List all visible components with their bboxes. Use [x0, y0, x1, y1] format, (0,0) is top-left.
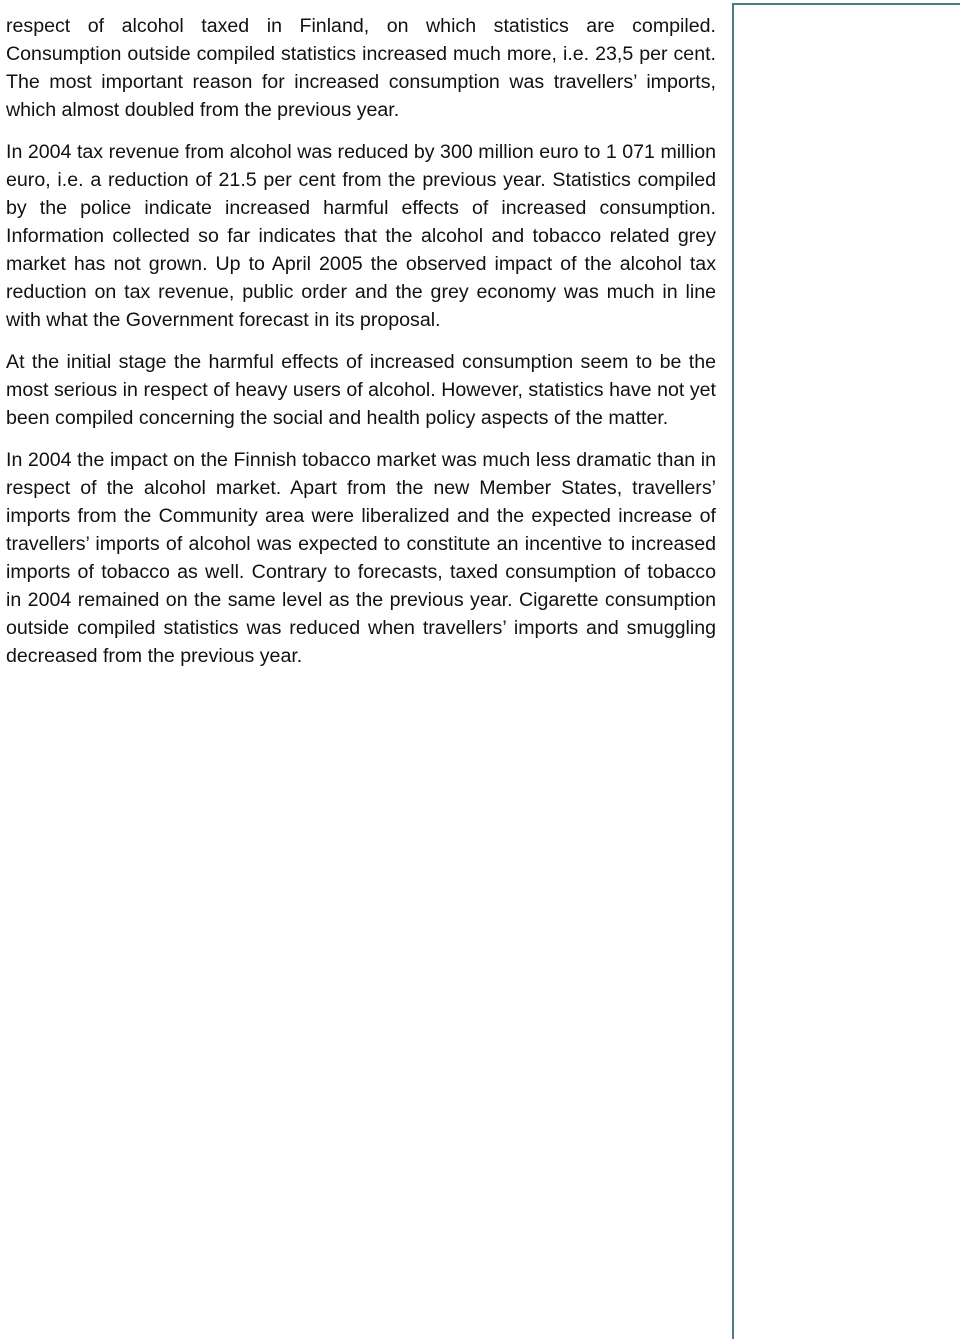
margin-vertical-rule — [732, 3, 734, 1339]
paragraph-tax-revenue: In 2004 tax revenue from alcohol was reduced by 300 million euro to 1 071 million euro, i.e. a reduction of 21.5 per cent from the previous year. Statistics compiled by the police indicate increased harmful effects of increased consumption. Information collected so far indicates that the alcohol and tobacco related grey market has not grown. Up to April 2005 the observed impact of the alcohol tax reduction on tax revenue, public order and the grey economy was much in line with what the Government forecast in its proposal. — [6, 141, 716, 331]
body-text-column — [6, 12, 716, 684]
paragraph-alcohol-consumption: respect of alcohol taxed in Finland, on which statistics are compiled. Consumption outside compiled statistics increased much more, i.e. 23,5 per cent. The most important reason for increased consumption was travellers’ imports, which almost doubled from the previous year. — [6, 15, 716, 121]
paragraph-harmful-effects: At the initial stage the harmful effects of increased consumption seem to be the most serious in respect of heavy users of alcohol. However, statistics have not yet been compiled concerning the social and health policy aspects of the matter. — [6, 351, 716, 429]
margin-top-rule — [732, 3, 960, 5]
paragraph-tobacco-market: In 2004 the impact on the Finnish tobacco market was much less dramatic than in respect of the alcohol market. Apart from the new Member States, travellers’ imports from the Community area were liberalized and the expected increase of travellers’ imports of alcohol was expected to constitute an incentive to increased imports of tobacco as well. Contrary to forecasts, taxed consumption of tobacco in 2004 remained on the same level as the previous year. Cigarette consumption outside compiled statistics was reduced when travellers’ imports and smuggling decreased from the previous year. — [6, 449, 716, 667]
